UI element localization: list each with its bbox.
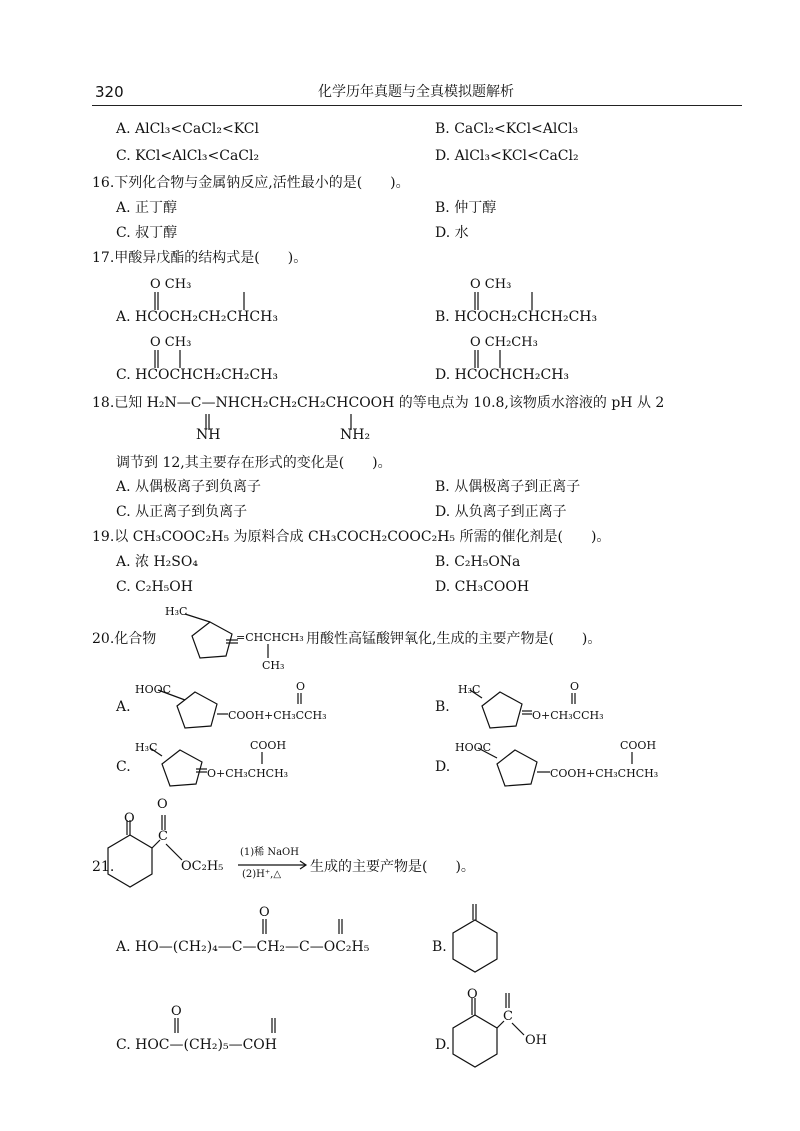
q21-d-oh: OH <box>525 1033 547 1048</box>
q21-a-o: O <box>259 905 270 920</box>
q21-sub-o2: O <box>157 797 168 812</box>
q21-option-a: A. HO—(CH₂)₄—C—CH₂—C—OC₂H₅ <box>116 939 370 955</box>
q17-bonds <box>0 277 800 400</box>
q17-option-d: D. HCOCHCH₂CH₃ <box>435 367 570 383</box>
q21-sub-o1: O <box>124 811 135 826</box>
q20-stem-a: 20.化合物 <box>92 631 157 647</box>
q20-b-label: B. <box>435 699 450 715</box>
q20-b-o: O <box>570 680 580 693</box>
q18-sub-nh: NH <box>196 427 221 443</box>
q20-structures <box>0 600 800 820</box>
q20-b-h3c: H₃C <box>458 683 481 696</box>
q21-option-c: C. HOC—(CH₂)₅—COH <box>116 1037 277 1053</box>
q17-b-top: O CH₃ <box>470 277 512 292</box>
q19-stem: 19.以 CH₃COOC₂H₅ 为原料合成 CH₃COCH₂COOC₂H₅ 所需的催化剂是( )。 <box>92 529 611 545</box>
q21-reagent2: (2)H⁺,△ <box>242 869 282 880</box>
q21-stem: 生成的主要产物是( )。 <box>310 859 475 875</box>
q20-c-rest: O+CH₃CHCH₃ <box>207 767 289 780</box>
q20-d-cooh: COOH <box>620 739 657 752</box>
q19-option-c: C. C₂H₅OH <box>116 579 193 595</box>
q17-option-a: A. HCOCH₂CH₂CHCH₃ <box>116 309 278 325</box>
q21-number: 21. <box>92 859 115 875</box>
q21-structures <box>0 797 800 1080</box>
q17-a-top: O CH₃ <box>150 277 192 292</box>
q17-d-top: O CH₂CH₃ <box>470 335 538 350</box>
q18-option-b: B. 从偶极离子到正离子 <box>435 479 581 495</box>
q20-stem-b: 用酸性高锰酸钾氧化,生成的主要产物是( )。 <box>306 631 602 647</box>
q15-option-d: D. AlCl₃<KCl<CaCl₂ <box>435 148 579 164</box>
q21-sub-oc2h5: OC₂H₅ <box>181 859 224 874</box>
q20-h3c: H₃C <box>165 605 188 618</box>
q21-reagent1: (1)稀 NaOH <box>240 847 299 858</box>
q17-option-c: C. HCOCHCH₂CH₂CH₃ <box>116 367 279 383</box>
q20-a-label: A. <box>116 699 131 715</box>
q20-d-rest: COOH+CH₃CHCH₃ <box>550 767 659 780</box>
q16-option-c: C. 叔丁醇 <box>116 225 178 241</box>
q18-bonds <box>0 410 800 443</box>
q20-a-o: O <box>296 680 306 693</box>
q17-stem: 17.甲酸异戊酯的结构式是( )。 <box>92 250 308 266</box>
q18-option-d: D. 从负离子到正离子 <box>435 504 567 520</box>
q16-option-d: D. 水 <box>435 225 469 241</box>
q20-d-label: D. <box>435 759 451 775</box>
q17-option-b: B. HCOCH₂CHCH₂CH₃ <box>435 309 598 325</box>
q20-ch3: CH₃ <box>262 659 285 672</box>
q18-option-a: A. 从偶极离子到负离子 <box>116 479 262 495</box>
page-number: 320 <box>95 83 124 101</box>
q20-c-label: C. <box>116 759 131 775</box>
q21-c-o: O <box>171 1004 182 1019</box>
q20-a-rest: COOH+CH₃CCH₃ <box>228 709 327 722</box>
q20-d-hooc: HOOC <box>455 741 492 754</box>
book-title: 化学历年真题与全真模拟题解析 <box>318 84 514 100</box>
q21-d-c: C <box>503 1009 513 1024</box>
q16-option-b: B. 仲丁醇 <box>435 200 497 216</box>
q15-option-b: B. CaCl₂<KCl<AlCl₃ <box>435 121 579 137</box>
q19-option-b: B. C₂H₅ONa <box>435 554 521 570</box>
q20-b-rest: O+CH₃CCH₃ <box>532 709 604 722</box>
q20-chain: =CHCHCH₃ <box>236 631 304 644</box>
q18-option-c: C. 从正离子到负离子 <box>116 504 248 520</box>
q20-c-h3c: H₃C <box>135 741 158 754</box>
q15-option-a: A. AlCl₃<CaCl₂<KCl <box>116 121 259 137</box>
header-rule <box>92 105 742 106</box>
q16-stem: 16.下列化合物与金属钠反应,活性最小的是( )。 <box>92 175 410 191</box>
q17-c-top: O CH₃ <box>150 335 192 350</box>
q16-option-a: A. 正丁醇 <box>116 200 178 216</box>
q15-option-c: C. KCl<AlCl₃<CaCl₂ <box>116 148 260 164</box>
q21-option-b-label: B. <box>432 939 447 955</box>
q20-c-cooh: COOH <box>250 739 287 752</box>
q21-option-d-label: D. <box>435 1037 451 1053</box>
q21-sub-c: C <box>158 829 168 844</box>
q18-stem-b: 调节到 12,其主要存在形式的变化是( )。 <box>116 455 392 471</box>
q20-a-hooc: HOOC <box>135 683 172 696</box>
q21-d-o: O <box>467 987 478 1002</box>
q18-sub-nh2: NH₂ <box>340 427 371 443</box>
q19-option-a: A. 浓 H₂SO₄ <box>116 554 198 570</box>
q18-stem-a: 18.已知 H₂N—C—NHCH₂CH₂CH₂CHCOOH 的等电点为 10.8,该物质水溶液的 pH 从 2 <box>92 395 665 411</box>
q19-option-d: D. CH₃COOH <box>435 579 530 595</box>
